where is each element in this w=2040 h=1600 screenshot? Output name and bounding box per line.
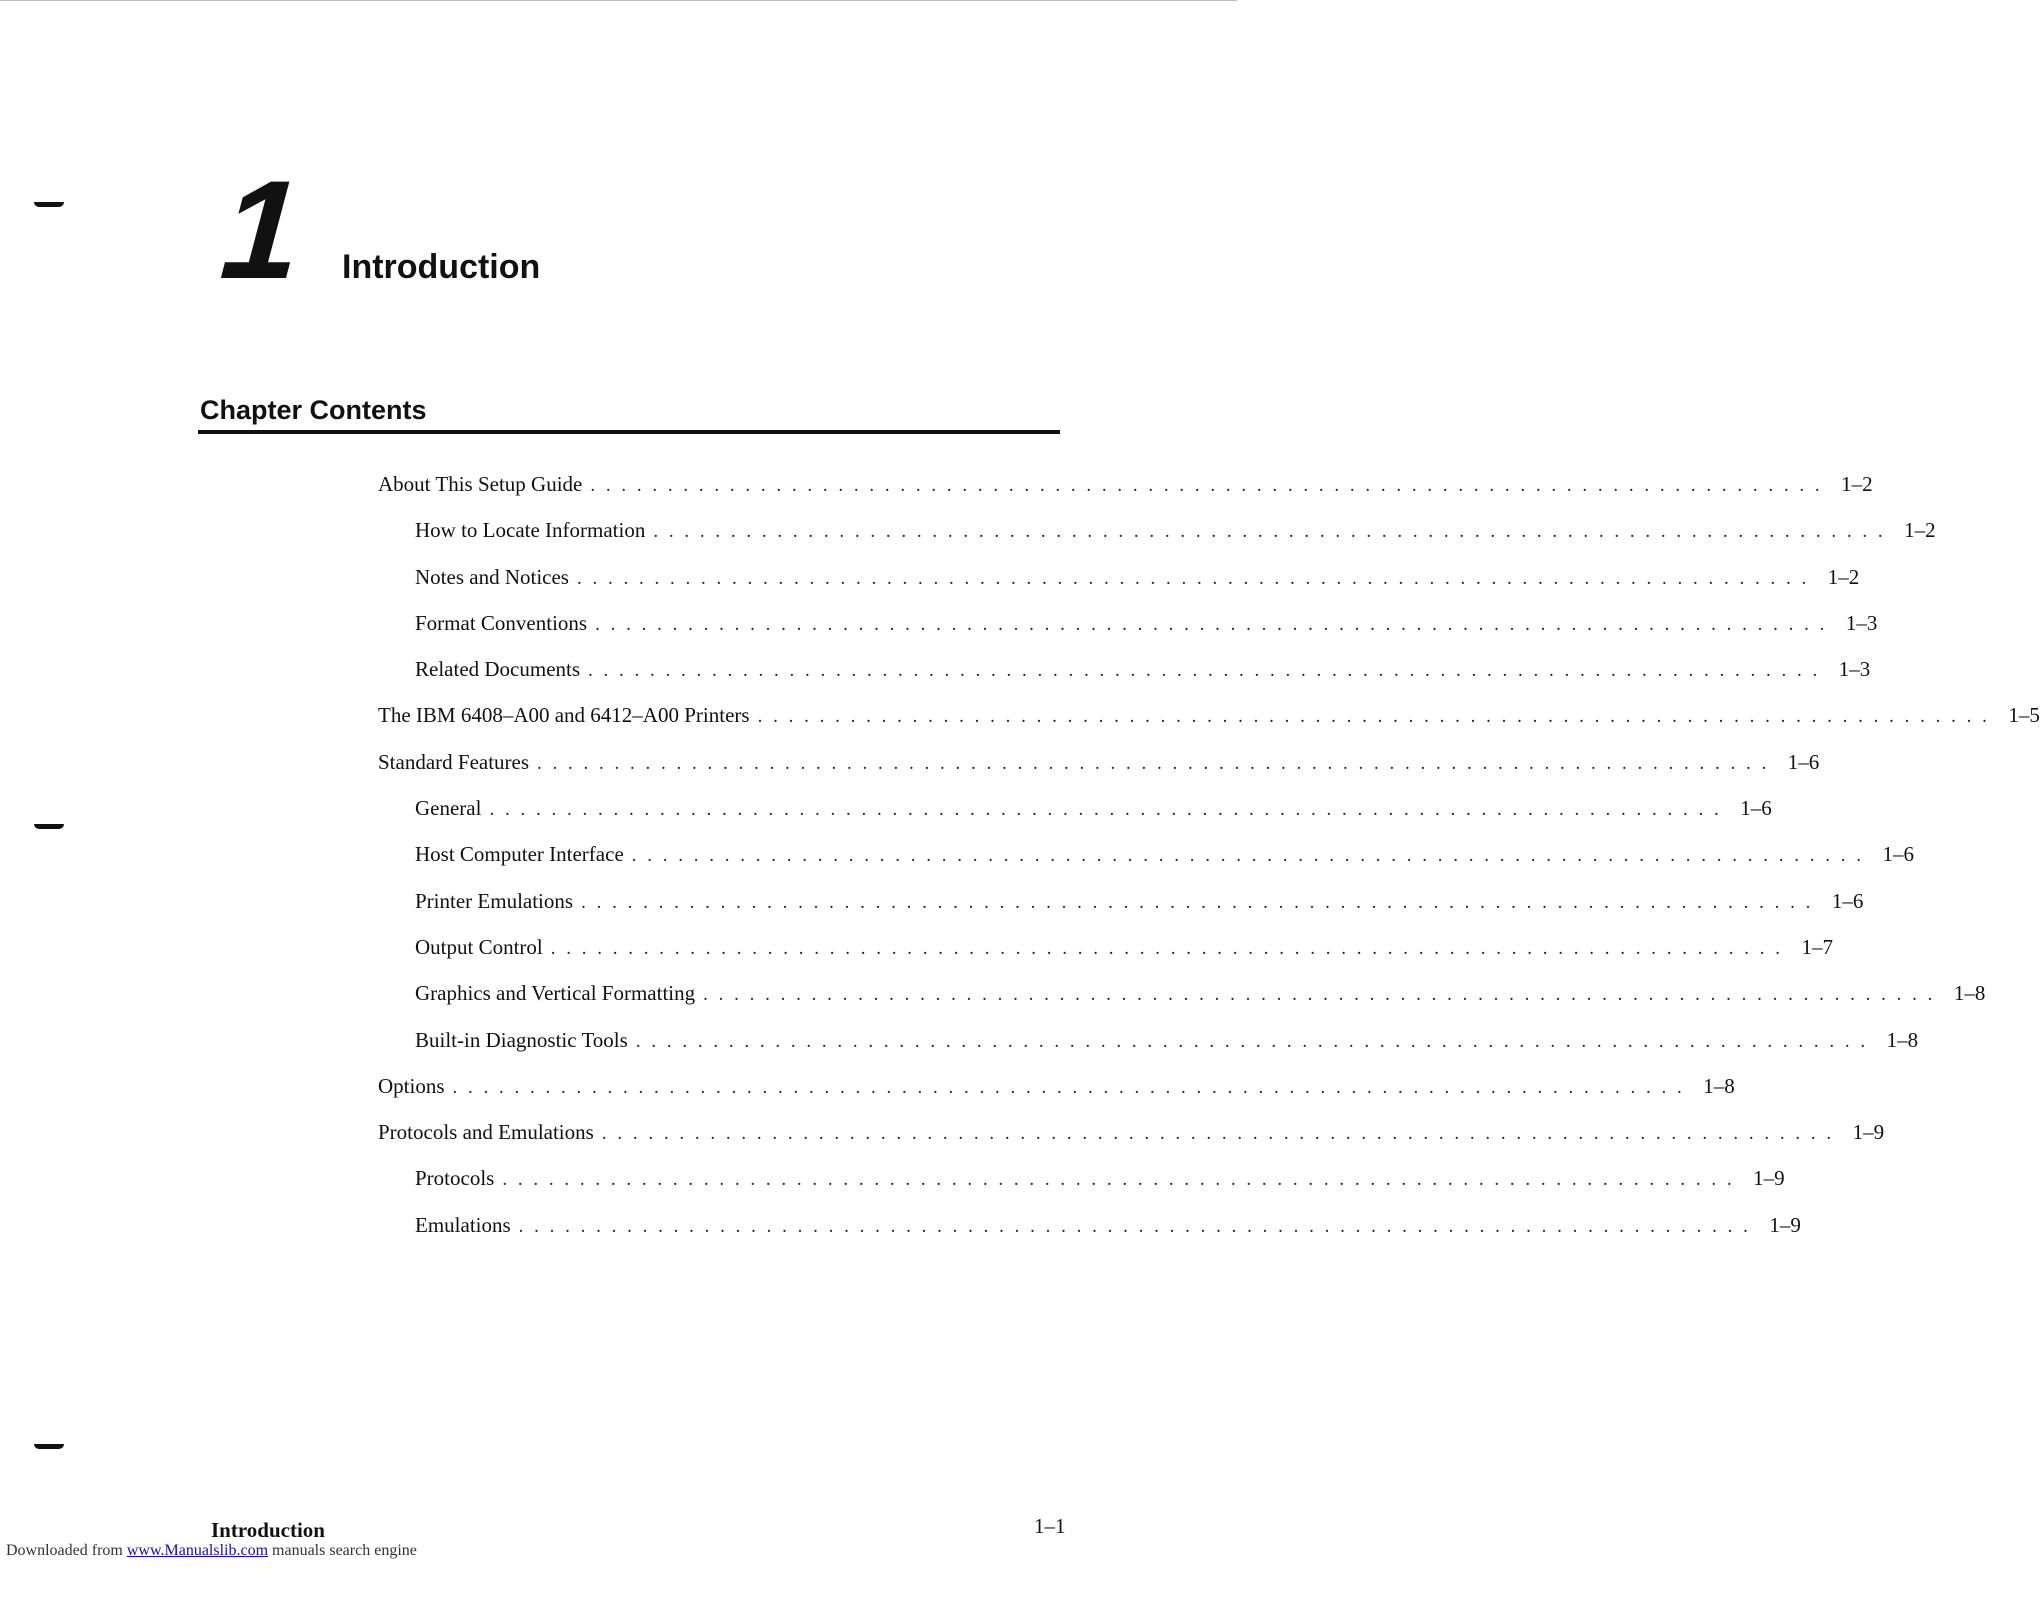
- binder-hole-mark-top: [34, 202, 64, 207]
- toc-entry[interactable]: [378, 518, 1936, 564]
- toc-dot-leader: . . . . . . . . . . . . . . . . . . . . . . . . . . . . . . . . . . . . . . . . . . . . . . . . . . . . . . . . . . . . . . . . . . . . . . . . . . . . . . . .: [703, 984, 1936, 1006]
- toc-entry-page: 1–7: [1801, 934, 1834, 959]
- toc-entry-label: The IBM 6408–A00 and 6412–A00 Printers: [378, 703, 750, 728]
- toc-entry[interactable]: [378, 842, 1915, 888]
- toc-entry[interactable]: [378, 1212, 1801, 1259]
- toc-entry-label: Format Conventions: [415, 610, 588, 635]
- toc-dot-leader: . . . . . . . . . . . . . . . . . . . . . . . . . . . . . . . . . . . . . . . . . . . . . . . . . . . . . . . . . . . . . . . . . . . . . . . . . . . . . . . .: [502, 1169, 1735, 1191]
- watermark-link[interactable]: www.Manualslib.com: [126, 1542, 269, 1559]
- toc-entry[interactable]: [378, 796, 1772, 842]
- toc-dot-leader: . . . . . . . . . . . . . . . . . . . . . . . . . . . . . . . . . . . . . . . . . . . . . . . . . . . . . . . . . . . . . . . . . . . . . . . . . . . . . . . .: [452, 1076, 1685, 1098]
- toc-entry-label: Related Documents: [415, 657, 581, 682]
- table-of-contents: [378, 472, 2040, 1259]
- toc-entry-page: 1–6: [1787, 749, 1820, 774]
- download-watermark: [6, 1542, 417, 1560]
- toc-entry[interactable]: [378, 472, 1873, 518]
- toc-entry[interactable]: [378, 981, 1986, 1027]
- toc-entry-label: Protocols and Emulations: [378, 1120, 594, 1145]
- toc-entry[interactable]: [378, 1166, 1785, 1212]
- toc-dot-leader: . . . . . . . . . . . . . . . . . . . . . . . . . . . . . . . . . . . . . . . . . . . . . . . . . . . . . . . . . . . . . . . . . . . . . . . . . . . . . . . .: [518, 1215, 1751, 1237]
- toc-entry-page: 1–2: [1904, 518, 1936, 543]
- toc-dot-leader: . . . . . . . . . . . . . . . . . . . . . . . . . . . . . . . . . . . . . . . . . . . . . . . . . . . . . . . . . . . . . . . . . . . . . . . . . . . . . . . .: [576, 567, 1810, 589]
- toc-entry-page: 1–8: [1703, 1073, 1735, 1098]
- toc-entry[interactable]: [378, 657, 1871, 703]
- toc-entry-page: 1–3: [1838, 657, 1871, 682]
- toc-entry-label: General: [415, 796, 482, 821]
- toc-entry-label: Emulations: [415, 1212, 511, 1237]
- watermark-suffix: manuals search engine: [268, 1542, 417, 1559]
- toc-entry-page: 1–6: [1882, 842, 1915, 867]
- toc-entry-label: Standard Features: [378, 749, 530, 774]
- toc-entry[interactable]: [378, 934, 1834, 981]
- chapter-number: 1: [216, 151, 302, 308]
- toc-entry-label: Protocols: [415, 1166, 495, 1191]
- toc-entry-page: 1–6: [1740, 796, 1772, 821]
- toc-entry-page: 1–2: [1827, 564, 1860, 589]
- contents-heading-rule: [198, 430, 1060, 434]
- toc-dot-leader: . . . . . . . . . . . . . . . . . . . . . . . . . . . . . . . . . . . . . . . . . . . . . . . . . . . . . . . . . . . . . . . . . . . . . . . . . . . . . . . .: [757, 706, 1990, 728]
- chapter-title: Introduction: [342, 248, 541, 286]
- binder-hole-mark-bottom: [34, 1444, 64, 1449]
- toc-entry[interactable]: [378, 1027, 1919, 1074]
- toc-entry[interactable]: [378, 1073, 1735, 1120]
- top-edge-rule: [0, 0, 1237, 1]
- toc-dot-leader: . . . . . . . . . . . . . . . . . . . . . . . . . . . . . . . . . . . . . . . . . . . . . . . . . . . . . . . . . . . . . . . . . . . . . . . . . . . . . . . .: [631, 845, 1865, 867]
- toc-entry-page: 1–9: [1753, 1166, 1785, 1191]
- toc-entry-page: 1–9: [1852, 1120, 1885, 1145]
- watermark-prefix: Downloaded from: [6, 1542, 127, 1559]
- footer-page-number: 1–1: [1034, 1514, 1066, 1538]
- toc-entry-label: Graphics and Vertical Formatting: [415, 981, 696, 1006]
- toc-entry-label: How to Locate Information: [415, 518, 646, 543]
- toc-entry-label: Printer Emulations: [415, 888, 574, 913]
- toc-dot-leader: . . . . . . . . . . . . . . . . . . . . . . . . . . . . . . . . . . . . . . . . . . . . . . . . . . . . . . . . . . . . . . . . . . . . . . . . . . . . . . . .: [581, 891, 1814, 913]
- toc-dot-leader: . . . . . . . . . . . . . . . . . . . . . . . . . . . . . . . . . . . . . . . . . . . . . . . . . . . . . . . . . . . . . . . . . . . . . . . . . . . . . . . .: [550, 937, 1784, 959]
- toc-entry[interactable]: [378, 564, 1860, 611]
- toc-entry-label: Notes and Notices: [415, 564, 569, 589]
- toc-entry-page: 1–3: [1845, 610, 1878, 635]
- toc-dot-leader: . . . . . . . . . . . . . . . . . . . . . . . . . . . . . . . . . . . . . . . . . . . . . . . . . . . . . . . . . . . . . . . . . . . . . . . . . . . . . . . .: [653, 521, 1886, 543]
- toc-entry[interactable]: [378, 888, 1864, 935]
- toc-entry-page: 1–8: [1886, 1027, 1919, 1052]
- toc-dot-leader: . . . . . . . . . . . . . . . . . . . . . . . . . . . . . . . . . . . . . . . . . . . . . . . . . . . . . . . . . . . . . . . . . . . . . . . . . . . . . . . .: [635, 1030, 1869, 1052]
- toc-dot-leader: . . . . . . . . . . . . . . . . . . . . . . . . . . . . . . . . . . . . . . . . . . . . . . . . . . . . . . . . . . . . . . . . . . . . . . . . . . . . . . . .: [601, 1123, 1835, 1145]
- toc-dot-leader: . . . . . . . . . . . . . . . . . . . . . . . . . . . . . . . . . . . . . . . . . . . . . . . . . . . . . . . . . . . . . . . . . . . . . . . . . . . . . . . .: [537, 752, 1770, 774]
- toc-entry-label: Host Computer Interface: [415, 842, 624, 867]
- toc-entry-page: 1–6: [1831, 888, 1864, 913]
- toc-dot-leader: . . . . . . . . . . . . . . . . . . . . . . . . . . . . . . . . . . . . . . . . . . . . . . . . . . . . . . . . . . . . . . . . . . . . . . . . . . . . . . . .: [489, 799, 1722, 821]
- toc-entry-page: 1–9: [1769, 1212, 1801, 1237]
- footer-section-title: Introduction: [211, 1518, 325, 1542]
- toc-entry-page: 1–8: [1953, 981, 1986, 1006]
- toc-entry[interactable]: [378, 610, 1878, 657]
- toc-entry[interactable]: [378, 749, 1820, 796]
- toc-dot-leader: . . . . . . . . . . . . . . . . . . . . . . . . . . . . . . . . . . . . . . . . . . . . . . . . . . . . . . . . . . . . . . . . . . . . . . . . . . . . . . . .: [590, 475, 1823, 496]
- toc-dot-leader: . . . . . . . . . . . . . . . . . . . . . . . . . . . . . . . . . . . . . . . . . . . . . . . . . . . . . . . . . . . . . . . . . . . . . . . . . . . . . . . .: [588, 660, 1821, 682]
- toc-entry-label: Built-in Diagnostic Tools: [415, 1027, 628, 1052]
- toc-entry-label: Output Control: [415, 934, 543, 959]
- binder-hole-mark-middle: [34, 824, 64, 829]
- toc-entry[interactable]: [378, 703, 2040, 749]
- toc-entry-page: 1–2: [1841, 472, 1873, 496]
- toc-entry-page: 1–5: [2008, 703, 2040, 728]
- toc-entry-label: About This Setup Guide: [378, 472, 583, 496]
- toc-entry[interactable]: [378, 1120, 1885, 1166]
- toc-entry-label: Options: [378, 1073, 445, 1098]
- toc-dot-leader: . . . . . . . . . . . . . . . . . . . . . . . . . . . . . . . . . . . . . . . . . . . . . . . . . . . . . . . . . . . . . . . . . . . . . . . . . . . . . . . .: [595, 613, 1828, 635]
- chapter-contents-heading: Chapter Contents: [200, 395, 427, 425]
